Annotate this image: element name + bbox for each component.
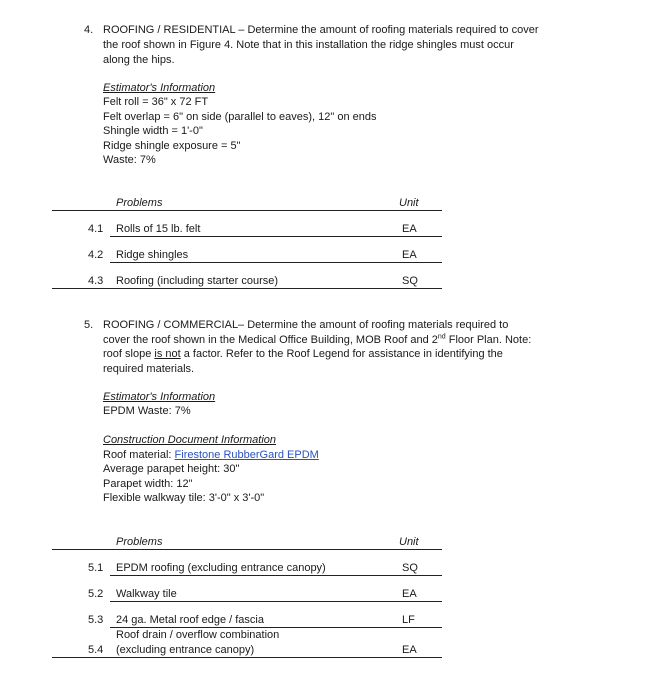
row-unit: SQ [402, 275, 418, 287]
row-unit: EA [402, 644, 417, 656]
row-number: 4.3 [88, 275, 104, 287]
q4-number: 4. [84, 24, 94, 36]
row-unit: LF [402, 614, 415, 626]
q5-text-line-3: roof slope is not a factor. Refer to the Roof Legend for assistance in identifying the [103, 348, 503, 360]
row-rule [52, 657, 442, 658]
row-description: Rolls of 15 lb. felt [116, 223, 201, 235]
q5-number: 5. [84, 319, 94, 331]
q5-text-line-1: ROOFING / COMMERCIAL– Determine the amount of roofing materials required to [103, 319, 509, 331]
q5-text-line-2: cover the roof shown in the Medical Office Building, MOB Roof and 2nd Floor Plan. Note: [103, 333, 532, 346]
q4-estimator-item: Waste: 7% [103, 154, 156, 166]
row-description: Roofing (including starter course) [116, 275, 279, 287]
q4-estimator-heading: Estimator's Information [103, 82, 216, 94]
row-description: (excluding entrance canopy) [116, 644, 255, 656]
q4-estimator-item: Felt overlap = 6" on side (parallel to eaves), 12" on ends [103, 111, 377, 123]
row-rule [110, 575, 442, 576]
q5-text-line-4: required materials. [103, 363, 195, 375]
q4-unit-header: Unit [399, 197, 419, 209]
q5-construction-item: Average parapet height: 30" [103, 463, 240, 475]
row-unit: EA [402, 223, 417, 235]
q4-estimator-item: Shingle width = 1'-0" [103, 125, 203, 137]
q5-estimator-item: EPDM Waste: 7% [103, 405, 191, 417]
header-rule [52, 549, 442, 550]
q5-construction-item: Parapet width: 12" [103, 478, 193, 490]
q4-text-line-3: along the hips. [103, 54, 175, 66]
q4-estimator-item: Felt roll = 36" x 72 FT [103, 96, 209, 108]
row-number: 5.4 [88, 644, 104, 656]
q4-problems-header: Problems [116, 197, 163, 209]
row-number: 5.1 [88, 562, 104, 574]
q5-problems-header: Problems [116, 536, 163, 548]
row-number: 4.1 [88, 223, 104, 235]
row-description: 24 ga. Metal roof edge / fascia [116, 614, 264, 626]
row-number: 5.3 [88, 614, 104, 626]
q4-text-line-2: the roof shown in Figure 4. Note that in this installation the ridge shingles must occur [103, 39, 514, 51]
row-number: 5.2 [88, 588, 104, 600]
emphasis-is-not: is not [154, 348, 181, 360]
row-rule [110, 262, 442, 263]
header-rule [52, 210, 442, 211]
roof-material-link[interactable]: Firestone RubberGard EPDM [174, 449, 319, 461]
row-unit: EA [402, 588, 417, 600]
q5-unit-header: Unit [399, 536, 419, 548]
row-description: Roof drain / overflow combination [116, 629, 280, 641]
row-number: 4.2 [88, 249, 104, 261]
row-unit: SQ [402, 562, 418, 574]
q5-estimator-heading: Estimator's Information [103, 391, 216, 403]
q5-construction-heading: Construction Document Information [103, 434, 277, 446]
row-unit: EA [402, 249, 417, 261]
q4-estimator-item: Ridge shingle exposure = 5" [103, 140, 241, 152]
q5-construction-item: Flexible walkway tile: 3'-0" x 3'-0" [103, 492, 265, 504]
row-rule [52, 288, 442, 289]
q5-roof-material: Roof material: Firestone RubberGard EPDM [103, 449, 319, 461]
row-rule [110, 601, 442, 602]
superscript: nd [437, 333, 446, 341]
q4-text-line-1: ROOFING / RESIDENTIAL – Determine the amount of roofing materials required to cover [103, 24, 539, 36]
row-description: EPDM roofing (excluding entrance canopy) [116, 562, 326, 574]
row-description: Walkway tile [116, 588, 177, 600]
row-description: Ridge shingles [116, 249, 189, 261]
row-rule [110, 236, 442, 237]
